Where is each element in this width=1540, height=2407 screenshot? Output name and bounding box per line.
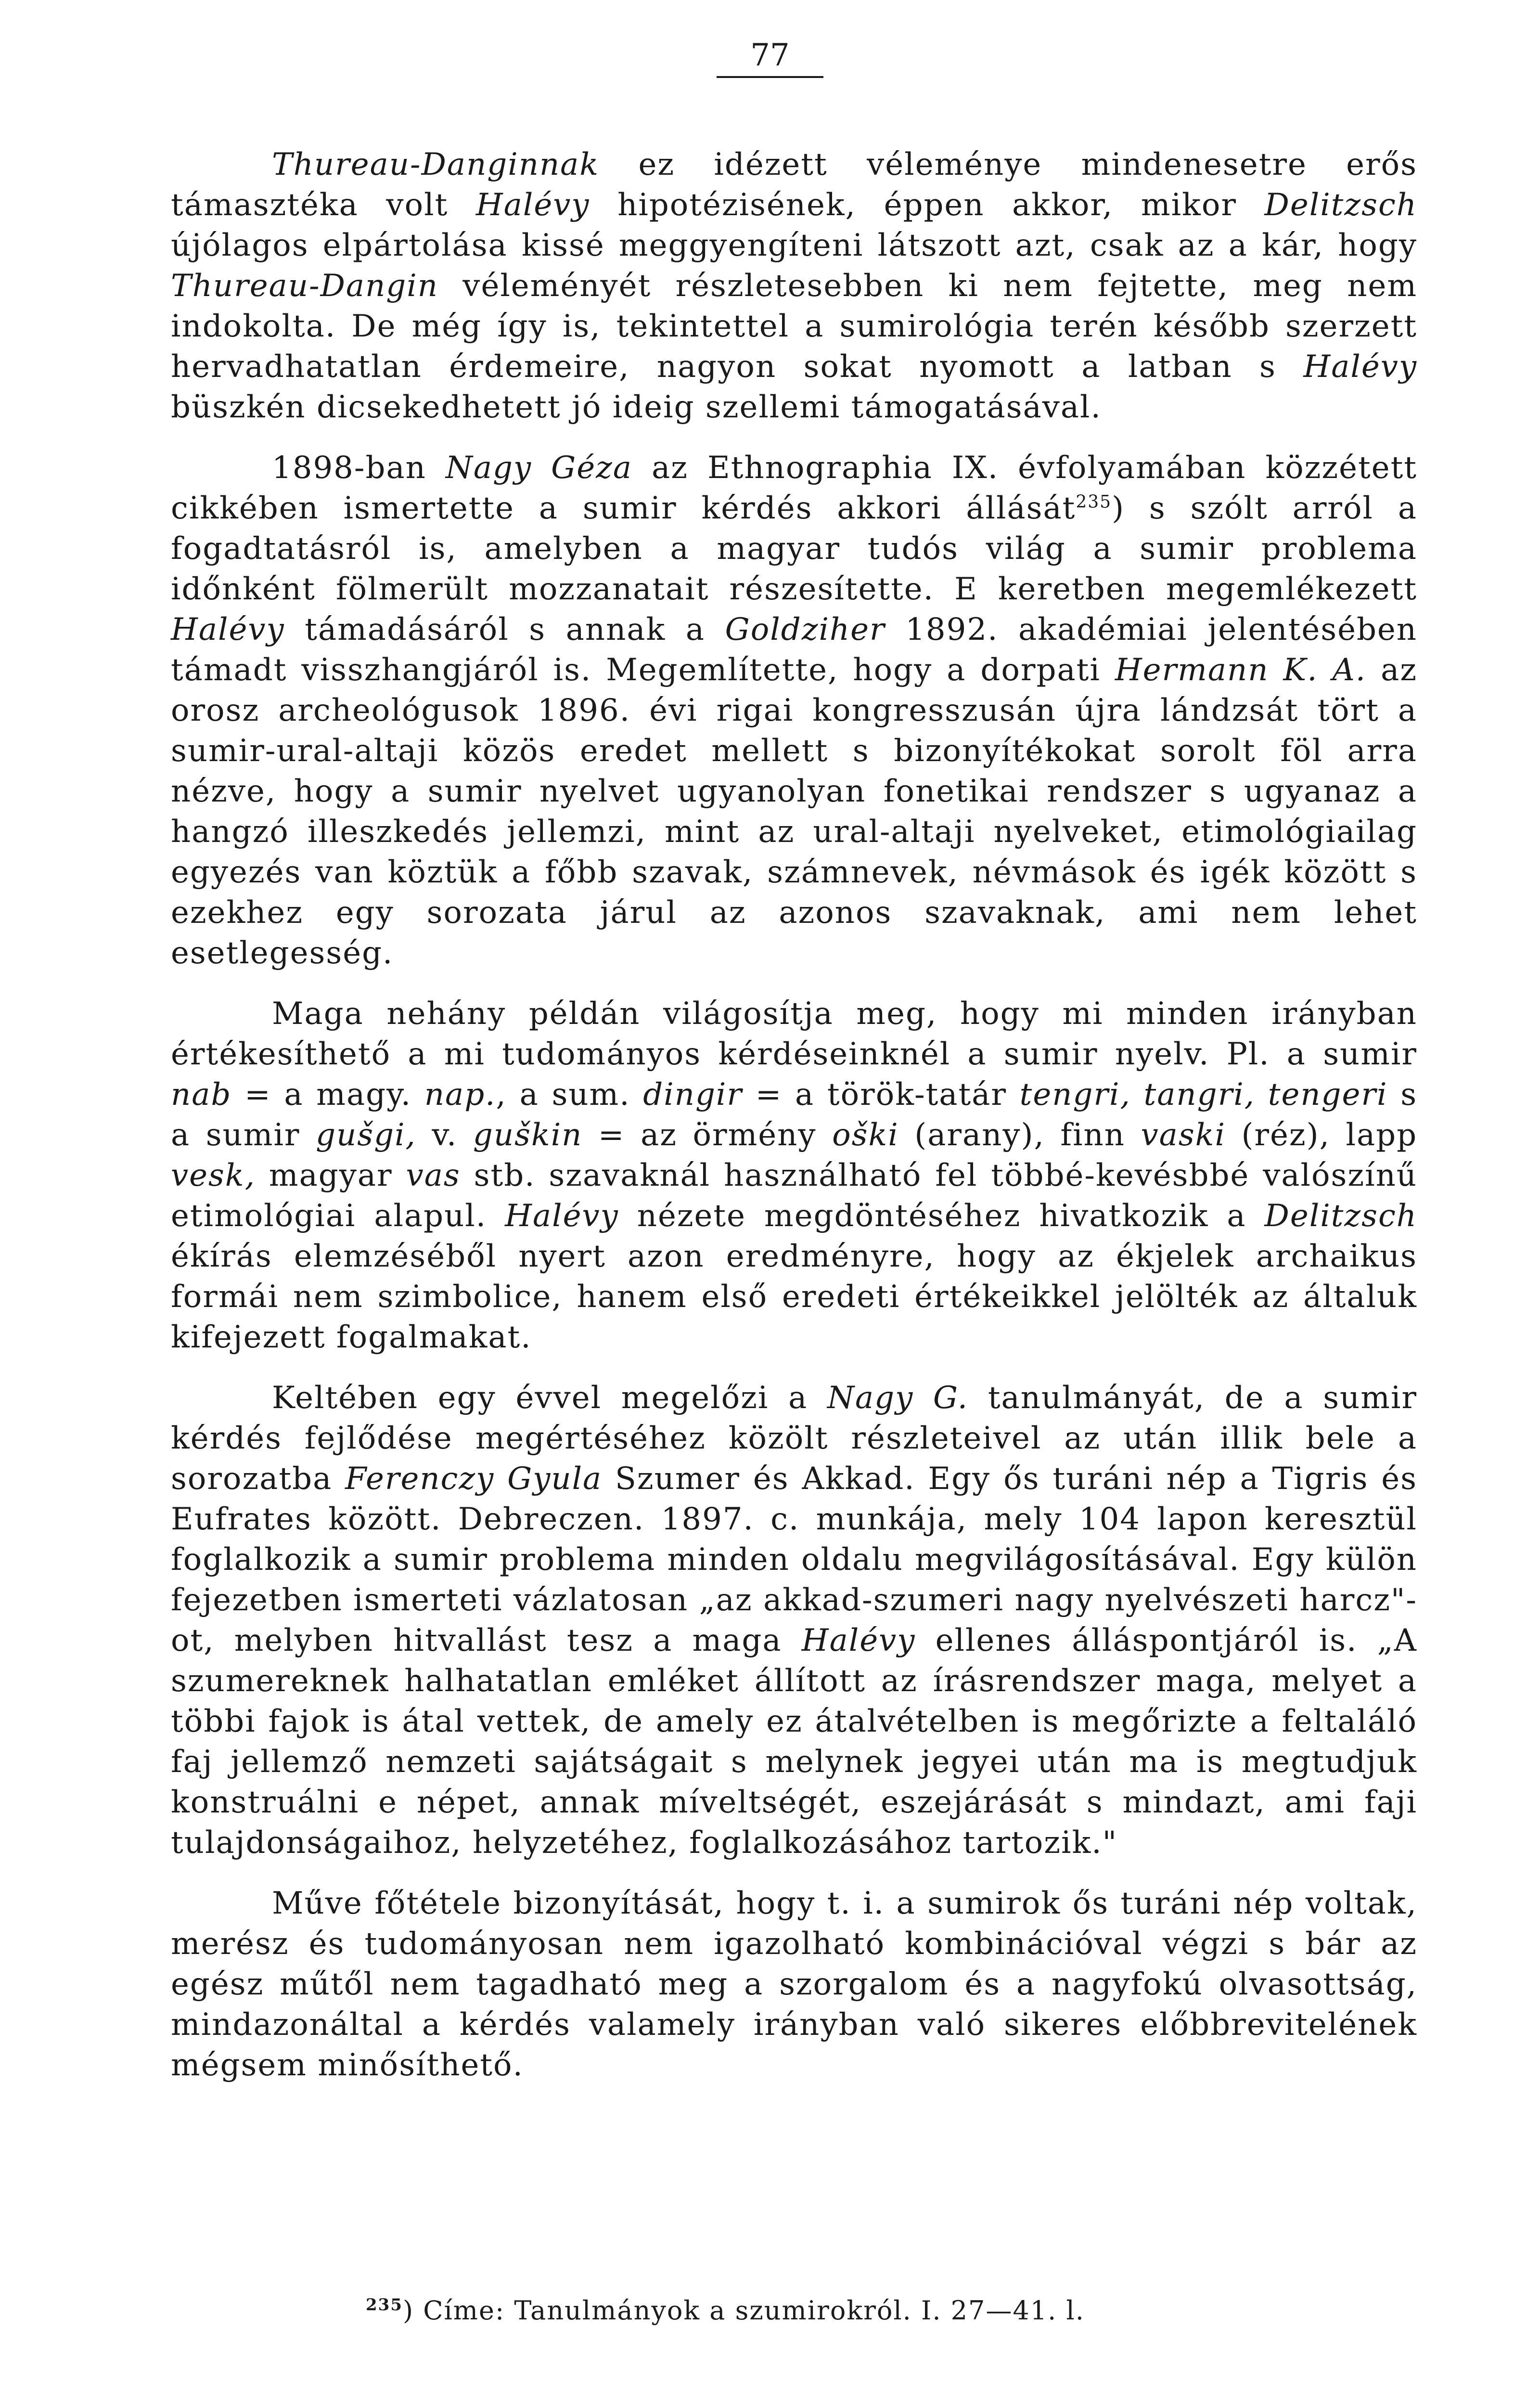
italic-term: dingir: [643, 1077, 743, 1113]
text-run: (réz), lapp: [1225, 1117, 1418, 1153]
italic-term: vesk,: [171, 1158, 256, 1193]
italic-term: Halévy: [801, 1623, 916, 1658]
text-run: = a magy.: [231, 1077, 424, 1113]
italic-term: Delitzsch: [1264, 187, 1418, 223]
page-number-container: [0, 39, 1540, 78]
footnote-text: ) Címe: Tanulmányok a szumirokról. I. 27—41. l.: [402, 2295, 1085, 2326]
paragraph: [171, 448, 1417, 973]
italic-term: vas: [406, 1158, 461, 1193]
text-run: s a sumir: [171, 1077, 1418, 1153]
italic-term: guškin: [473, 1117, 583, 1153]
text-run: (arany), finn: [898, 1117, 1141, 1153]
text-run: ez idézett véleménye mindenesetre erős támasztéka volt: [171, 147, 1417, 223]
text-run: támadásáról s annak a: [284, 612, 725, 647]
footnote-mark: 235: [366, 2295, 403, 2315]
text-run: Keltében egy évvel megelőzi a: [272, 1380, 827, 1416]
italic-term: nab: [171, 1077, 232, 1113]
paragraph: [171, 1883, 1417, 2085]
text-run: Szumer és Akkad. Egy ős turáni nép a Tigris és Eufrates között. Debreczen. 1897. c. munkája, mely 104 lapon keresztül foglalkozik a sumir problema minden oldalu megvilágosításával. Egy külön fejezetben ismerteti vázlatosan „az akkad-szumeri nagy nyelvészeti harcz"-ot, melyben hitvallást tesz a maga: [171, 1461, 1418, 1658]
text-run: Maga nehány példán világosítja meg, hogy mi minden irányban értékesíthető a mi tudományos kérdéseinknél a sumir nyelv. Pl. a sumir: [171, 996, 1417, 1072]
italic-term: Halévy: [1303, 349, 1417, 385]
text-run: büszkén dicsekedhetett jó ideig szellemi támogatásával.: [171, 389, 1102, 425]
italic-term: Delitzsch: [1264, 1198, 1418, 1234]
italic-term: Nagy Géza: [445, 450, 633, 486]
italic-term: Hermann K. A.: [1115, 652, 1367, 688]
text-run: = az örmény: [582, 1117, 833, 1153]
paragraph: [171, 1378, 1417, 1863]
italic-term: Goldziher: [725, 612, 886, 647]
text-run: ellenes álláspontjáról is. „A szumereknek halhatatlan emléket állított az írásrendszer maga, melyet a többi fajok is átal vettek, de amely ez átalvételben is megőrizte a feltaláló faj jellemző nemzeti sajátságait s melynek jegyei után ma is megtudjuk konstruálni e népet, annak míveltségét, eszejárását s mindazt, ami faji tulajdonságaihoz, helyzetéhez, foglalkozásához tartozik.": [171, 1623, 1418, 1861]
text-run: hipotézisének, éppen akkor, mikor: [590, 187, 1265, 223]
footnote: [366, 2294, 1424, 2328]
italic-term: Ferenczy Gyula: [345, 1461, 603, 1497]
italic-term: Nagy G.: [827, 1380, 969, 1416]
text-run: stb. szavaknál használható fel többé-kevésbbé valószínű etimológiai alapul.: [171, 1158, 1418, 1234]
text-run: = a török-tatár: [742, 1077, 1020, 1113]
italic-term: gušgi,: [316, 1117, 416, 1153]
text-run: 1892. akadémiai jelentésében támadt visszhangjáról is. Megemlítette, hogy a dorpati: [171, 612, 1418, 688]
body-text: [171, 144, 1417, 2106]
text-run: , a sum.: [496, 1077, 643, 1113]
paragraph: [171, 994, 1417, 1358]
italic-term: Halévy: [505, 1198, 619, 1234]
paragraph: [171, 144, 1417, 427]
text-run: magyar: [256, 1158, 406, 1193]
italic-term: nap.: [424, 1077, 496, 1113]
italic-term: oški: [832, 1117, 899, 1153]
page-number: 77: [717, 39, 823, 78]
italic-term: Halévy: [475, 187, 590, 223]
footnote-reference: 235: [1076, 492, 1112, 512]
text-run: v.: [416, 1117, 473, 1153]
text-run: újólagos elpártolása kissé meggyengíteni látszott azt, csak az a kár, hogy: [171, 228, 1417, 263]
text-run: tanulmányát, de a sumir kérdés fejlődése megértéséhez közölt részleteivel az után illik bele a sorozatba: [171, 1380, 1418, 1497]
text-run: ) s szólt arról a fogadtatásról is, amelyben a magyar tudós világ a sumir problema időnként fölmerült mozzanatait részesítette. E keretben megemlékezett: [171, 491, 1418, 607]
text-run: Műve főtétele bizonyítását, hogy t. i. a sumirok ős turáni nép voltak, merész és tudományosan nem igazolható kombinációval végzi s bár az egész műtől nem tagadható meg a szorgalom és a nagyfokú olvasottság, mindazonáltal a kérdés valamely irányban való sikeres előbbrevitelének mégsem minősíthető.: [171, 1886, 1417, 2083]
text-run: az orosz archeológusok 1896. évi rigai kongresszusán újra lándzsát tört a sumir-ural-altaji közös eredet mellett s bizonyítékokat sorolt föl arra nézve, hogy a sumir nyelvet ugyanolyan fonetikai rendszer s ugyanaz a hangzó illeszkedés jellemzi, mint az ural-altaji nyelveket, etimológiailag egyezés van köztük a főbb szavak, számnevek, névmások és igék között s ezekhez egy sorozata járul az azonos szavaknak, ami nem lehet esetlegesség.: [171, 652, 1418, 971]
italic-term: tengri, tangri, tengeri: [1019, 1077, 1388, 1113]
text-run: ékírás elemzéséből nyert azon eredményre, hogy az ékjelek archaikus formái nem szimbolice, hanem első eredeti értékeikkel jelölték az általuk kifejezett fogalmakat.: [171, 1239, 1417, 1355]
text-run: 1898-ban: [272, 450, 446, 486]
italic-term: Halévy: [171, 612, 285, 647]
italic-term: vaski: [1141, 1117, 1226, 1153]
text-run: nézete megdöntéséhez hivatkozik a: [618, 1198, 1265, 1234]
text-run: az Ethnographia IX. évfolyamában közzétett cikkében ismertette a sumir kérdés akkori állását: [171, 450, 1418, 526]
italic-term: Thureau-Dangin: [171, 268, 438, 304]
italic-term: Thureau-Danginnak: [272, 147, 600, 182]
text-run: véleményét részletesebben ki nem fejtette, meg nem indokolta. De még így is, tekintettel a sumirológia terén később szerzett hervadhatatlan érdemeire, nagyon sokat nyomott a latban s: [171, 268, 1417, 385]
